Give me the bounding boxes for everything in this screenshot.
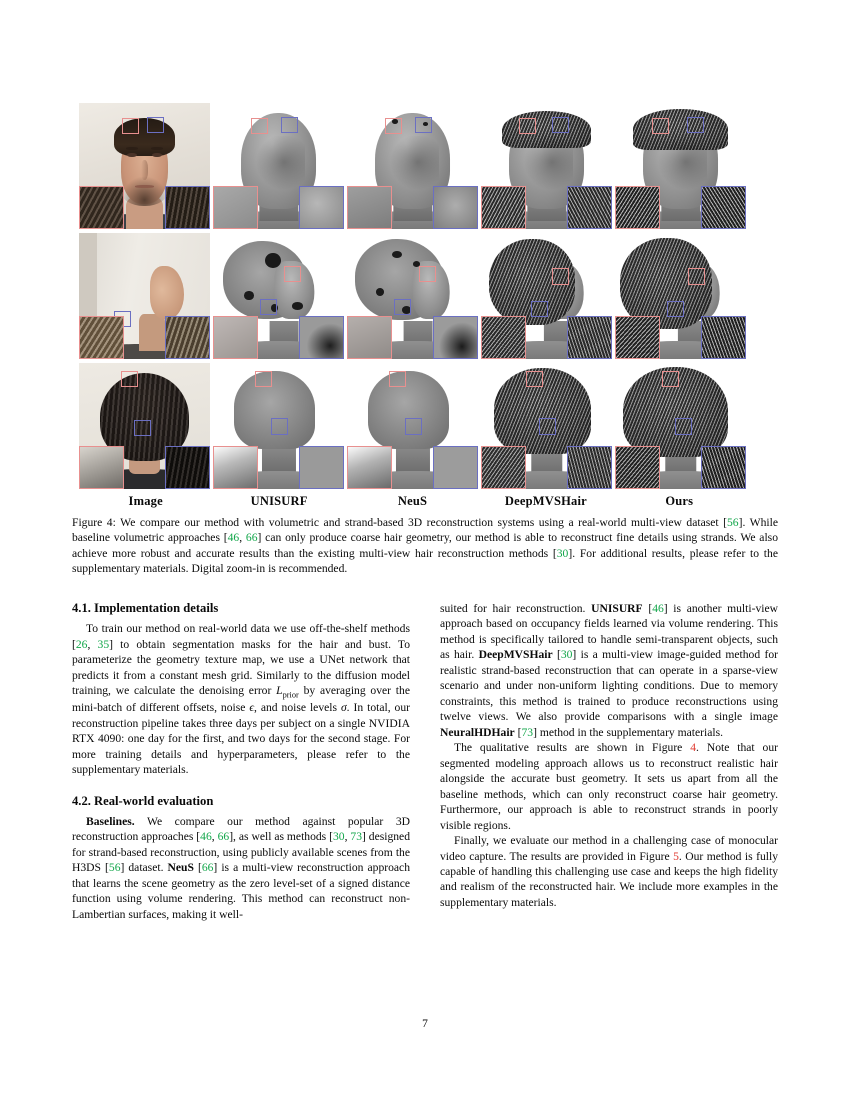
inset-content	[482, 447, 525, 488]
mesh-hole	[292, 302, 304, 310]
method-name-neus: NeuS	[167, 861, 194, 875]
mesh-face-shading	[386, 136, 438, 194]
strand-hair	[494, 368, 591, 454]
marker-box-red	[251, 118, 268, 134]
marker-box-red	[662, 371, 679, 387]
inset-content	[80, 317, 123, 358]
text-chunk: ,	[211, 830, 218, 844]
coarse-hair-geometry	[234, 371, 315, 449]
column-header-unisurf: UNISURF	[250, 494, 308, 508]
text-chunk: . In total, our reconstruction pipeline takes three days per subject on a single NVIDIA RTX 4090: one day for the first, and two days for the second stage. For more training details and hyperparameters, please refer to the supplementary materials.	[72, 701, 411, 777]
inset-content	[434, 447, 477, 488]
inset-content	[616, 317, 659, 358]
inset-content	[166, 187, 209, 228]
marker-box-blue	[552, 117, 569, 133]
photo-nose	[141, 160, 149, 180]
inset-crop-blue	[701, 446, 746, 489]
method-name-unisurf: UNISURF	[591, 602, 643, 615]
inset-content	[166, 317, 209, 358]
section-heading-4-1: 4.1. Implementation details	[72, 601, 219, 615]
inset-content	[434, 187, 477, 228]
text-chunk: suited for hair reconstruction.	[440, 602, 592, 615]
text-chunk: ] dataset.	[120, 861, 168, 875]
text-chunk: [	[514, 725, 522, 739]
text-chunk: We compare our method against popular 3D reconstruction approaches [	[72, 814, 410, 844]
figure-cell-row3-neus	[347, 363, 478, 489]
inset-crop-red	[347, 186, 392, 229]
inset-crop-blue	[567, 316, 612, 359]
inset-crop-blue	[165, 316, 210, 359]
inset-crop-red	[481, 446, 526, 489]
inset-crop-red	[615, 316, 660, 359]
citation-56[interactable]: 56	[727, 516, 739, 529]
citation-46[interactable]: 46	[652, 602, 664, 615]
inset-content	[214, 447, 257, 488]
figure-reference-4[interactable]: 4	[690, 741, 697, 755]
figure-column-headers	[79, 494, 746, 509]
column-header-ours: Ours	[665, 494, 694, 508]
text-chunk: ] is a multi-view reconstruction approach that learns the scene geometry as the zero level-set of a signed distance function using volume rendering. This method can reconstruct non-Lambertian surfaces, making it well-	[72, 861, 411, 921]
column-header-deepmvshair: DeepMVSHair	[504, 494, 587, 508]
marker-box-red	[284, 266, 301, 282]
citation-46[interactable]: 46	[200, 830, 212, 844]
citation-56[interactable]: 56	[108, 861, 121, 875]
inset-crop-blue	[299, 186, 344, 229]
caption-text-3: ,	[239, 531, 246, 545]
marker-box-red	[255, 371, 272, 387]
inset-crop-red	[481, 186, 526, 229]
inset-content	[568, 447, 611, 488]
inset-crop-red	[213, 186, 258, 229]
paragraph-implementation	[72, 621, 410, 778]
math-loss-subscript: prior	[282, 690, 299, 700]
inset-crop-red	[213, 446, 258, 489]
text-chunk: ] is a multi-view image-guided method for realistic strand-based reconstruction that can operate in a sparse-view scenario and under non-uniform lighting conditions. Due to memory constraints, this method is trained to produce reconstructions using twelve views. We also provide comparisons with a single image	[440, 648, 778, 724]
inset-crop-red	[615, 186, 660, 229]
marker-box-red	[122, 118, 139, 134]
inset-content	[348, 317, 391, 358]
inset-crop-red	[481, 316, 526, 359]
citation-73[interactable]: 73	[521, 725, 534, 739]
inset-crop-blue	[299, 446, 344, 489]
figure-cell-row2-deepmvshair	[481, 233, 612, 359]
math-sigma: σ	[340, 701, 347, 715]
inset-crop-blue	[701, 186, 746, 229]
marker-box-blue	[281, 117, 298, 133]
mesh-hole	[392, 251, 402, 259]
baselines-label: Baselines.	[86, 814, 135, 828]
caption-text-5: ]. For additional results, please refer to the supplementary materials. Digital zoom-in is recommended.	[72, 546, 778, 576]
photo-brow-left	[126, 147, 138, 150]
citation-30[interactable]: 30	[332, 830, 345, 844]
inset-content	[702, 447, 745, 488]
inset-content	[434, 317, 477, 358]
citation-66[interactable]: 66	[245, 531, 258, 545]
inset-content	[300, 317, 343, 358]
citation-35[interactable]: 35	[97, 637, 110, 651]
method-name-deepmvshair: DeepMVSHair	[478, 648, 553, 662]
photo-brow-right	[151, 147, 163, 150]
marker-box-blue	[147, 117, 164, 133]
mesh-hole	[244, 291, 253, 300]
marker-box-blue	[687, 117, 704, 133]
citation-30[interactable]: 30	[556, 546, 569, 560]
inset-crop-blue	[433, 446, 478, 489]
mesh-face-shading	[252, 136, 304, 194]
inset-crop-red	[79, 186, 124, 229]
marker-box-red	[385, 118, 402, 134]
text-chunk: . Note that our segmented modeling approach allows us to reconstruct realistic hair alongside the accurate bust geometry. It sets us apart from all the baseline methods, which can only reconstruct coarse hair geometry. Furthermore, our approach is able to reconstruct strands in poorly visible regions.	[440, 741, 778, 832]
citation-73[interactable]: 73	[350, 830, 362, 844]
column-header-image: Image	[128, 494, 163, 508]
text-chunk: [	[642, 602, 653, 615]
inset-content	[300, 447, 343, 488]
caption-text-4: ] can only produce coarse hair geometry, our method is able to reconstruct fine details using strands. We also achieve more robust and accurate results than the existing multi-view hair reconstruction methods [	[72, 531, 778, 560]
body-column-right	[440, 601, 778, 910]
figure-cell-row3-image	[79, 363, 210, 489]
inset-content	[702, 187, 745, 228]
figure-reference-5[interactable]: 5	[673, 849, 679, 863]
inset-content	[348, 447, 391, 488]
marker-box-blue	[134, 420, 151, 436]
inset-content	[616, 187, 659, 228]
citation-30[interactable]: 30	[560, 648, 573, 662]
inset-crop-blue	[165, 186, 210, 229]
mesh-face-shading	[654, 136, 706, 194]
page-number: 7	[422, 1018, 428, 1030]
text-chunk: ,	[344, 830, 351, 844]
text-chunk: ,	[87, 637, 98, 651]
body-column-left	[72, 601, 410, 922]
marker-box-red	[419, 266, 436, 282]
marker-box-red	[519, 118, 536, 134]
citation-46[interactable]: 46	[227, 531, 240, 545]
inset-content	[166, 447, 209, 488]
citation-26[interactable]: 26	[75, 637, 88, 651]
text-chunk: . Our method is fully capable of handling this challenging use case and keeps the high fidelity and realism of the reconstructed hair. We include more examples in the supplementary materials.	[440, 849, 778, 909]
paragraph-monocular-video	[440, 833, 778, 910]
caption-label: Figure 4:	[72, 516, 116, 529]
figure-cell-row2-ours	[615, 233, 746, 359]
section-heading-4-2: 4.2. Real-world evaluation	[72, 793, 214, 808]
marker-box-blue	[260, 299, 277, 315]
text-chunk: The qualitative results are shown in Figure	[454, 741, 691, 755]
text-chunk: Finally, we evaluate our method in a challenging case of monocular video capture. The results are provided in Figure	[440, 834, 778, 863]
marker-box-red	[121, 371, 138, 387]
inset-crop-blue	[433, 316, 478, 359]
inset-content	[80, 187, 123, 228]
marker-box-blue	[415, 117, 432, 133]
inset-crop-red	[615, 446, 660, 489]
text-chunk: ], as well as methods [	[229, 830, 333, 844]
marker-box-blue	[405, 418, 422, 434]
text-chunk: [	[193, 861, 202, 875]
inset-crop-blue	[567, 446, 612, 489]
figure-4	[79, 103, 746, 489]
inset-content	[348, 187, 391, 228]
caption-text-2: ]. While baseline volumetric approaches [	[72, 516, 779, 545]
marker-box-red	[526, 371, 543, 387]
marker-box-blue	[531, 301, 548, 317]
text-chunk: ] designed for strand-based reconstruction, using publicly available scenes from the H3DS [	[72, 830, 410, 875]
photo-mouth	[135, 185, 153, 188]
inset-content	[482, 317, 525, 358]
inset-crop-blue	[165, 446, 210, 489]
figure-caption	[72, 515, 778, 577]
inset-content	[568, 317, 611, 358]
marker-box-blue	[271, 418, 288, 434]
figure-cell-row2-unisurf	[213, 233, 344, 359]
inset-crop-blue	[299, 316, 344, 359]
inset-content	[702, 317, 745, 358]
inset-content	[214, 317, 257, 358]
inset-crop-red	[347, 316, 392, 359]
text-chunk: ] is another multi-view approach based on occupancy fields learned via volume rendering. This method is specifically tailored to handle semi-transparent objects, such as hair.	[440, 602, 778, 662]
marker-box-blue	[394, 299, 411, 315]
mesh-neck	[261, 446, 295, 474]
paragraph-qualitative-results	[440, 740, 778, 833]
inset-content	[568, 187, 611, 228]
figure-cell-row1-ours	[615, 103, 746, 229]
inset-content	[80, 447, 123, 488]
inset-crop-blue	[433, 186, 478, 229]
inset-crop-blue	[567, 186, 612, 229]
figure-cell-row2-image	[79, 233, 210, 359]
figure-image-grid	[79, 103, 746, 489]
inset-content	[214, 187, 257, 228]
marker-box-blue	[675, 418, 692, 434]
text-chunk: , and noise levels	[254, 701, 341, 715]
figure-cell-row3-deepmvshair	[481, 363, 612, 489]
math-loss-symbol: L	[276, 683, 283, 697]
figure-cell-row2-neus	[347, 233, 478, 359]
inset-content	[300, 187, 343, 228]
coarse-hair-geometry	[368, 371, 449, 449]
inset-crop-red	[213, 316, 258, 359]
text-chunk: by averaging over the mini-batch of different offsets, noise	[72, 683, 410, 715]
inset-content	[616, 447, 659, 488]
citation-66[interactable]: 66	[201, 861, 214, 875]
photo-beard	[121, 176, 168, 206]
method-name-neuralhdhair: NeuralHDHair	[440, 725, 515, 739]
inset-crop-red	[347, 446, 392, 489]
inset-crop-red	[79, 446, 124, 489]
figure-cell-row3-ours	[615, 363, 746, 489]
text-chunk: [	[552, 648, 561, 662]
marker-box-red	[652, 118, 669, 134]
column-header-neus: NeuS	[397, 494, 428, 508]
marker-box-red	[688, 268, 705, 284]
caption-text-1: We compare our method with volumetric and strand-based 3D reconstruction systems using a real-world multi-view dataset [	[115, 516, 727, 529]
text-chunk: ] to obtain segmentation masks for the hair and bust. To parameterize the geometry texture map, we use a UNet network that predicts it from a constant mesh grid. Similarly to the diffusion model training, we calculate the denoising error	[72, 637, 411, 697]
marker-box-blue	[539, 418, 556, 434]
inset-crop-red	[79, 316, 124, 359]
citation-66[interactable]: 66	[217, 830, 230, 844]
paragraph-methods-continued	[440, 601, 778, 740]
mesh-face-shading	[520, 136, 572, 194]
marker-box-blue	[667, 301, 684, 317]
mesh-hole	[376, 288, 384, 296]
inset-crop-blue	[701, 316, 746, 359]
math-epsilon: ϵ	[249, 701, 255, 715]
figure-cell-row3-unisurf	[213, 363, 344, 489]
paragraph-baselines	[72, 814, 410, 922]
marker-box-red	[552, 268, 569, 284]
figure-cell-row1-image	[79, 103, 210, 229]
figure-cell-row1-neus	[347, 103, 478, 229]
inset-content	[482, 187, 525, 228]
text-chunk: To train our method on real-world data we use off-the-shelf methods [	[72, 622, 410, 651]
figure-cell-row1-deepmvshair	[481, 103, 612, 229]
figure-cell-row1-unisurf	[213, 103, 344, 229]
mesh-neck	[395, 446, 429, 474]
text-chunk: ] method in the supplementary materials.	[533, 725, 724, 739]
marker-box-red	[389, 371, 406, 387]
